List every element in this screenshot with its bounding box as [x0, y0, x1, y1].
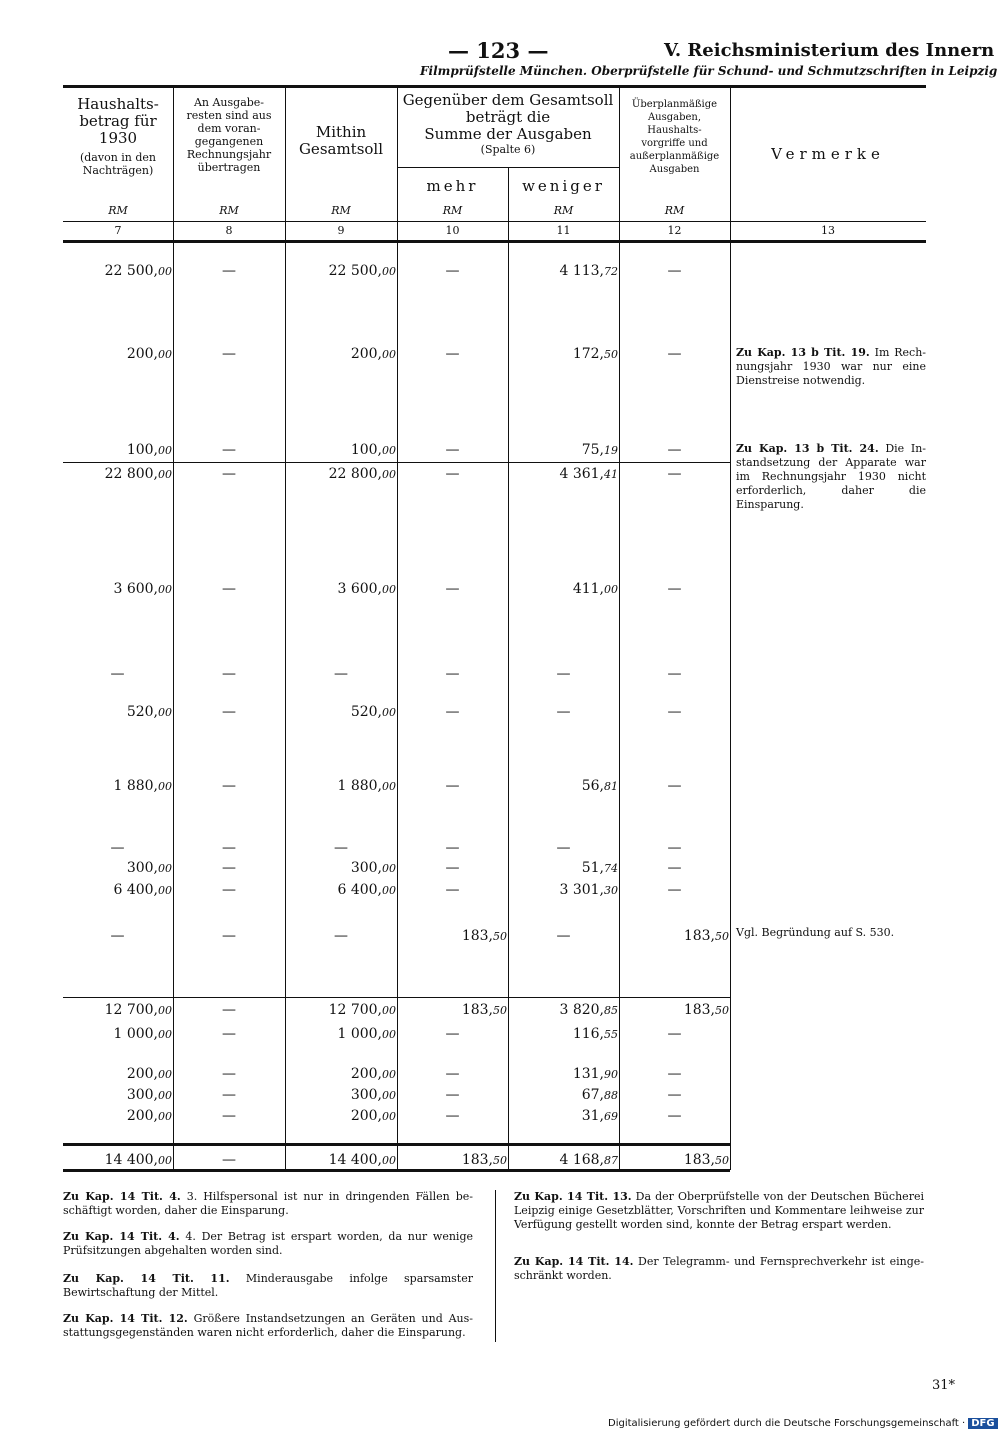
empty-cell-dash: — — [110, 840, 125, 856]
empty-cell-dash: — — [556, 666, 571, 682]
amount-cell: 22 500,00 — [328, 263, 396, 279]
amount-cell: 4 361,41 — [559, 466, 618, 482]
decimal-part: 50 — [604, 348, 618, 361]
empty-cell-dash: — — [445, 346, 460, 362]
decimal-part: 50 — [715, 1004, 729, 1017]
remark: Zu Kap. 13 b Tit. 24. Die In-standsetzung der Apparate war im Rechnungsjahr 1930 nicht erforderlich, daher die Einsparung. — [736, 442, 926, 511]
decimal-part: 00 — [382, 1004, 396, 1017]
empty-cell-dash: — — [445, 442, 460, 458]
decimal-part: 00 — [158, 884, 172, 897]
decimal-part: 00 — [382, 780, 396, 793]
dfg-logo: DFG — [968, 1418, 997, 1429]
amount-cell: 1 000,00 — [113, 1026, 172, 1042]
decimal-part: 00 — [382, 444, 396, 457]
footnote: Zu Kap. 14 Tit. 14. Der Telegramm- und Fernsprechverkehr ist einge-schränkt worden. — [514, 1255, 924, 1282]
decimal-part: 00 — [382, 265, 396, 278]
decimal-part: 00 — [158, 706, 172, 719]
decimal-part: 41 — [604, 468, 618, 481]
amount-cell: 12 700,00 — [328, 1002, 396, 1018]
decimal-part: 90 — [604, 1068, 618, 1081]
amount-cell: 200,00 — [350, 346, 396, 362]
footnote-divider — [495, 1190, 496, 1342]
empty-cell-dash: — — [667, 1087, 682, 1103]
decimal-part: 85 — [604, 1004, 618, 1017]
amount-cell: 520,00 — [350, 704, 396, 720]
footnote: Zu Kap. 14 Tit. 12. Größere Instandsetzungen an Geräten und Aus-stattungsgegenständen waren nicht erforderlich, daher die Einsparung. — [63, 1312, 473, 1339]
table-row — [0, 1087, 1000, 1105]
empty-cell-dash: — — [222, 778, 236, 794]
empty-cell-dash: — — [445, 581, 460, 597]
decimal-part: 72 — [604, 265, 618, 278]
amount-cell: 183,50 — [461, 1002, 507, 1018]
decimal-part: 00 — [382, 1154, 396, 1167]
footer-credit: Digitalisierung gefördert durch die Deutsche Forschungsgemeinschaft · DFG — [608, 1418, 998, 1429]
empty-cell-dash: — — [667, 263, 682, 279]
empty-cell-dash: — — [110, 666, 125, 682]
subheader: Filmprüfstelle München. Oberprüfstelle für Schund- und Schmutzschriften in Leipzig — [420, 64, 998, 78]
empty-cell-dash: — — [667, 704, 682, 720]
empty-cell-dash: — — [222, 466, 236, 482]
decimal-part: 81 — [604, 780, 618, 793]
empty-cell-dash: — — [445, 1066, 460, 1082]
decimal-part: 69 — [604, 1110, 618, 1123]
decimal-part: 19 — [604, 444, 618, 457]
signature-mark: 31* — [931, 1378, 955, 1393]
amount-cell: 116,55 — [572, 1026, 618, 1042]
amount-cell: 200,00 — [126, 346, 172, 362]
amount-cell: 4 113,72 — [559, 263, 618, 279]
empty-cell-dash: — — [667, 840, 682, 856]
colnum-rule — [63, 240, 926, 243]
amount-cell: 56,81 — [581, 778, 618, 794]
empty-cell-dash: — — [445, 1108, 460, 1124]
empty-cell-dash: — — [445, 704, 460, 720]
decimal-part: 50 — [715, 930, 729, 943]
amount-cell: 1 000,00 — [337, 1026, 396, 1042]
empty-cell-dash: — — [556, 704, 571, 720]
unit-label: RM — [219, 204, 239, 217]
table-row — [0, 840, 1000, 858]
decimal-part: 00 — [382, 1110, 396, 1123]
decimal-part: 00 — [158, 348, 172, 361]
decimal-part: 00 — [158, 1068, 172, 1081]
empty-cell-dash: — — [667, 442, 682, 458]
decimal-part: 74 — [604, 862, 618, 875]
footnote: Zu Kap. 14 Tit. 13. Da der Oberprüfstelle von der Deutschen Bücherei Leipzig einige Gesetzblätter, Vorschriften und Kommentare leihweise zur Verfügung gestellt worden sind, konnte der Betrag erspart werden. — [514, 1190, 924, 1231]
amount-cell: 6 400,00 — [337, 882, 396, 898]
column-number: 12 — [667, 224, 682, 237]
amount-cell: 4 168,87 — [559, 1152, 618, 1168]
column-number: 10 — [445, 224, 460, 237]
table-row — [0, 581, 1000, 599]
col9-header: Mithin Gesamtsoll — [298, 123, 384, 158]
empty-cell-dash: — — [667, 466, 682, 482]
amount-cell: 183,50 — [461, 1152, 507, 1168]
amount-cell: 3 600,00 — [337, 581, 396, 597]
empty-cell-dash: — — [222, 1108, 236, 1124]
amount-cell: 12 700,00 — [104, 1002, 172, 1018]
empty-cell-dash: — — [667, 1066, 682, 1082]
decimal-part: 00 — [382, 1068, 396, 1081]
amount-cell: 1 880,00 — [337, 778, 396, 794]
empty-cell-dash: — — [110, 928, 125, 944]
decimal-part: 00 — [382, 1028, 396, 1041]
decimal-part: 00 — [158, 583, 172, 596]
decimal-part: 00 — [158, 862, 172, 875]
decimal-part: 50 — [493, 1004, 507, 1017]
amount-cell: 183,50 — [683, 1002, 729, 1018]
table-row — [0, 778, 1000, 796]
column-number: 13 — [821, 224, 835, 237]
amount-cell: 67,88 — [581, 1087, 618, 1103]
empty-cell-dash: — — [222, 263, 236, 279]
remark: Zu Kap. 13 b Tit. 19. Im Rech-nungsjahr 1930 war nur eine Dienstreise notwendig. — [736, 346, 927, 387]
unit-label: RM — [442, 204, 463, 217]
amount-cell: 1 880,00 — [113, 778, 172, 794]
ministry-title: V. Reichsministerium des Innern — [664, 40, 995, 61]
empty-cell-dash: — — [222, 581, 236, 597]
empty-cell-dash: — — [667, 1026, 682, 1042]
amount-cell: 6 400,00 — [113, 882, 172, 898]
column-number: 7 — [114, 224, 122, 237]
empty-cell-dash: — — [556, 840, 571, 856]
col8-header: An Ausgabe- resten sind aus dem voran- gegangenen Rechnungsjahr übertragen — [186, 96, 272, 174]
decimal-part: 30 — [604, 884, 618, 897]
empty-cell-dash: — — [667, 1108, 682, 1124]
amount-cell: 22 800,00 — [104, 466, 172, 482]
table-row — [0, 1002, 1000, 1020]
table-row — [0, 1152, 1000, 1170]
empty-cell-dash: — — [222, 346, 236, 362]
sum-rule — [63, 997, 730, 998]
empty-cell-dash: — — [667, 666, 682, 682]
unit-label: RM — [108, 204, 128, 217]
column-number: 8 — [225, 224, 233, 237]
amount-cell: 75,19 — [581, 442, 618, 458]
amount-cell: 300,00 — [126, 860, 172, 876]
footnote: Zu Kap. 14 Tit. 4. 3. Hilfspersonal ist nur in dringenden Fällen be-schäftigt worden, daher die Einsparung. — [63, 1190, 473, 1217]
sum-rule — [63, 1143, 730, 1146]
decimal-part: 00 — [382, 706, 396, 719]
table-row — [0, 666, 1000, 684]
decimal-part: 00 — [382, 348, 396, 361]
empty-cell-dash: — — [445, 263, 460, 279]
amount-cell: 183,50 — [683, 928, 729, 944]
empty-cell-dash: — — [667, 346, 682, 362]
table-top-rule — [63, 85, 926, 88]
amount-cell: 200,00 — [126, 1066, 172, 1082]
decimal-part: 00 — [604, 583, 618, 596]
amount-cell: 3 600,00 — [113, 581, 172, 597]
amount-cell: 131,90 — [572, 1066, 618, 1082]
empty-cell-dash: — — [334, 666, 348, 682]
unit-label: RM — [553, 204, 574, 217]
amount-cell: 3 820,85 — [559, 1002, 618, 1018]
amount-cell: 183,50 — [683, 1152, 729, 1168]
amount-cell: 520,00 — [126, 704, 172, 720]
table-row — [0, 263, 1000, 281]
table-row — [0, 882, 1000, 900]
empty-cell-dash: — — [667, 860, 682, 876]
empty-cell-dash: — — [445, 860, 460, 876]
col11-header: weniger — [522, 177, 605, 195]
remark: Vgl. Begründung auf S. 530. — [736, 926, 895, 939]
decimal-part: 00 — [158, 1089, 172, 1102]
decimal-part: 00 — [158, 1028, 172, 1041]
empty-cell-dash: — — [222, 1066, 236, 1082]
amount-cell: 3 301,30 — [559, 882, 618, 898]
empty-cell-dash: — — [222, 882, 236, 898]
empty-cell-dash: — — [667, 581, 682, 597]
unit-rule — [63, 221, 926, 222]
empty-cell-dash: — — [445, 1026, 460, 1042]
empty-cell-dash: — — [222, 442, 236, 458]
unit-label: RM — [331, 204, 351, 217]
column-number: 9 — [337, 224, 345, 237]
empty-cell-dash: — — [222, 666, 236, 682]
footnote: Zu Kap. 14 Tit. 4. 4. Der Betrag ist erspart worden, da nur wenige Prüfsitzungen abgehalten worden sind. — [63, 1230, 474, 1257]
empty-cell-dash: — — [222, 1026, 236, 1042]
amount-cell: 100,00 — [350, 442, 396, 458]
decimal-part: 00 — [158, 1154, 172, 1167]
page-number: — 123 — — [448, 38, 549, 63]
table-row — [0, 1108, 1000, 1126]
table-row — [0, 1066, 1000, 1084]
col10-header: mehr — [426, 177, 479, 195]
amount-cell: 411,00 — [572, 581, 618, 597]
decimal-part: 55 — [604, 1028, 618, 1041]
amount-cell: 22 500,00 — [104, 263, 172, 279]
empty-cell-dash: — — [445, 882, 460, 898]
decimal-part: 50 — [493, 930, 507, 943]
footnote: Zu Kap. 14 Tit. 11. Minderausgabe infolge sparsamster Bewirtschaftung der Mittel. — [63, 1272, 473, 1299]
amount-cell: 31,69 — [581, 1108, 618, 1124]
decimal-part: 87 — [604, 1154, 618, 1167]
amount-cell: 100,00 — [126, 442, 172, 458]
decimal-part: 00 — [382, 468, 396, 481]
col10-11-header: Gegenüber dem Gesamtsoll beträgt die Summe der Ausgaben (Spalte 6) — [402, 91, 614, 156]
decimal-part: 00 — [382, 1089, 396, 1102]
amount-cell: 14 400,00 — [328, 1152, 396, 1168]
amount-cell: 183,50 — [461, 928, 507, 944]
sum-rule — [63, 462, 730, 463]
decimal-part: 00 — [158, 1110, 172, 1123]
amount-cell: 300,00 — [350, 860, 396, 876]
decimal-part: 00 — [158, 265, 172, 278]
amount-cell: 22 800,00 — [328, 466, 396, 482]
empty-cell-dash: — — [222, 1087, 236, 1103]
amount-cell: 300,00 — [350, 1087, 396, 1103]
decimal-part: 00 — [158, 1004, 172, 1017]
col7-header: Haushalts- betrag für 1930 (davon in den Nachträgen) — [77, 95, 159, 177]
empty-cell-dash: — — [334, 928, 348, 944]
amount-cell: 300,00 — [126, 1087, 172, 1103]
table-row — [0, 704, 1000, 722]
decimal-part: 00 — [382, 862, 396, 875]
decimal-part: 50 — [493, 1154, 507, 1167]
empty-cell-dash: — — [556, 928, 571, 944]
amount-cell: 14 400,00 — [104, 1152, 172, 1168]
empty-cell-dash: — — [445, 1087, 460, 1103]
empty-cell-dash: — — [334, 840, 348, 856]
amount-cell: 51,74 — [581, 860, 618, 876]
decimal-part: 00 — [158, 468, 172, 481]
col13-header: Vermerke — [771, 145, 885, 163]
decimal-part: 00 — [158, 444, 172, 457]
amount-cell: 172,50 — [572, 346, 618, 362]
empty-cell-dash: — — [445, 466, 460, 482]
amount-cell: 200,00 — [350, 1066, 396, 1082]
empty-cell-dash: — — [222, 704, 236, 720]
empty-cell-dash: — — [667, 778, 682, 794]
decimal-part: 50 — [715, 1154, 729, 1167]
column-number: 11 — [556, 224, 571, 237]
decimal-part: 88 — [604, 1089, 618, 1102]
decimal-part: 00 — [382, 884, 396, 897]
empty-cell-dash: — — [445, 666, 460, 682]
empty-cell-dash: — — [222, 1152, 236, 1168]
empty-cell-dash: — — [222, 1002, 236, 1018]
table-row — [0, 860, 1000, 878]
decimal-part: 00 — [382, 583, 396, 596]
unit-label: RM — [664, 204, 685, 217]
empty-cell-dash: — — [445, 840, 460, 856]
empty-cell-dash: — — [222, 860, 236, 876]
table-row — [0, 1026, 1000, 1044]
col12-header: Überplanmäßige Ausgaben, Haushalts- vorgriffe und außerplanmäßige Ausgaben — [629, 99, 720, 175]
decimal-part: 00 — [158, 780, 172, 793]
empty-cell-dash: — — [667, 882, 682, 898]
amount-cell: 200,00 — [126, 1108, 172, 1124]
empty-cell-dash: — — [222, 928, 236, 944]
amount-cell: 200,00 — [350, 1108, 396, 1124]
empty-cell-dash: — — [445, 778, 460, 794]
empty-cell-dash: — — [222, 840, 236, 856]
